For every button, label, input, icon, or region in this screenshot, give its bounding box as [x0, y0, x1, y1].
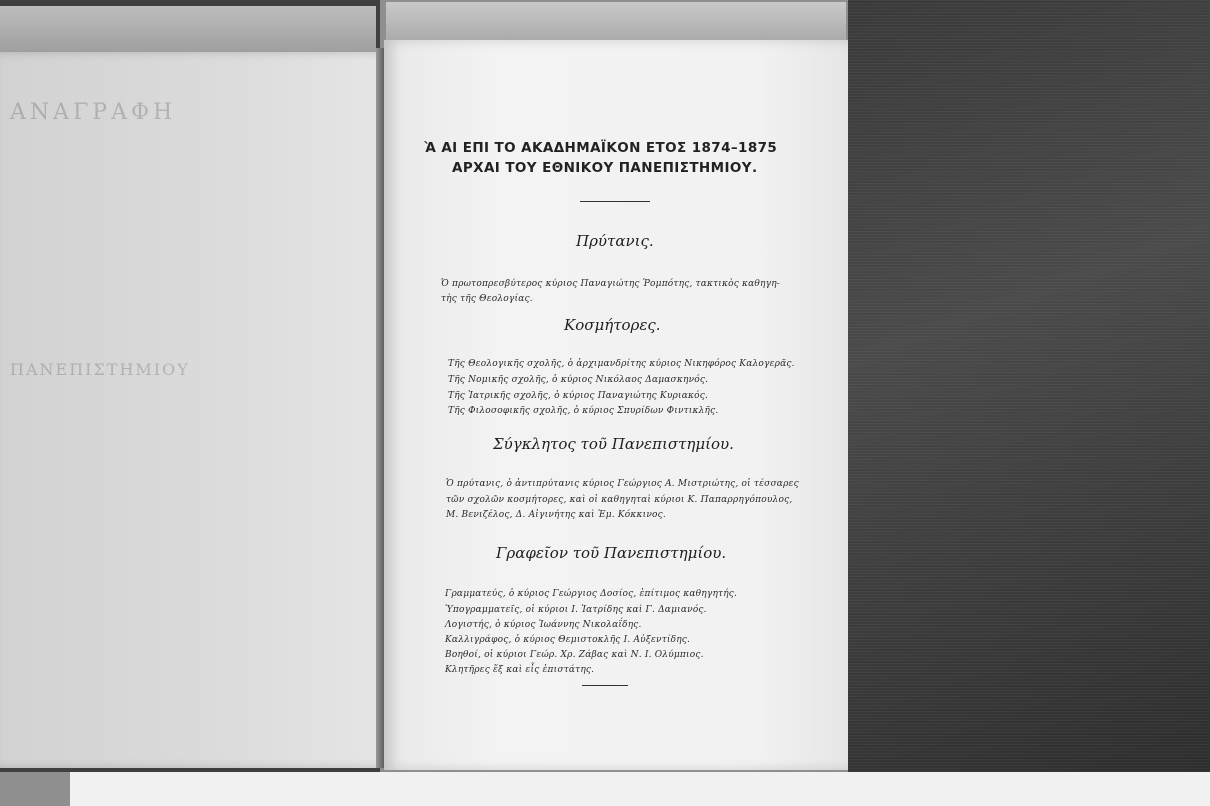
grafeion-line: Γραμματεύς, ὁ κύριος Γεώργιος Δοσίος, ἐπίτιμος καθηγητής. [445, 589, 738, 599]
synklitos-line: Μ. Βενιζέλος, Δ. Αἰγινήτης καὶ Ἐμ. Κόκκινος. [446, 510, 666, 520]
table-surface [70, 772, 1210, 806]
page-title-line-1: Ὰ ΑΙ ΕΠΙ ΤΟ ΑΚΑΔΗΜΑΪΚΟΝ ΕΤΟΣ 1874–1875 [424, 140, 778, 156]
grafeion-line: Λογιστής, ὁ κύριος Ἰωάννης Νικολαΐδης. [445, 620, 642, 630]
kosmitores-line: Τῆς Θεολογικῆς σχολῆς, ὁ ἀρχιμανδρίτης κύριος Νικηφόρος Καλογερᾶς. [448, 359, 795, 369]
kosmitores-line: Τῆς Ἰατρικῆς σχολῆς, ὁ κύριος Παναγιώτης Κυριακός. [448, 391, 709, 401]
grafeion-line: Ὑπογραμματεῖς, οἱ κύριοι Ι. Ἰατρίδης καὶ Γ. Δαμιανός. [445, 605, 707, 615]
prytanis-line: Ὁ πρωτοπρεσβύτερος κύριος Παναγιώτης Ῥομπότης, τακτικὸς καθηγη- [441, 279, 781, 289]
synklitos-line: τῶν σχολῶν κοσμήτορες, καὶ οἱ καθηγηταὶ κύριοι Κ. Παπαρρηγόπουλος, [446, 495, 793, 505]
kosmitores-line: Τῆς Φιλοσοφικῆς σχολῆς, ὁ κύριος Σπυρίδων Φιντικλῆς. [448, 406, 719, 416]
left-page-bleed-through: ΑΝΑΓΡΑΦΗ [10, 100, 177, 125]
section-heading-grafeion: Γραφεῖον τοῦ Πανεπιστημίου. [496, 544, 727, 562]
left-page [0, 52, 390, 768]
section-heading-prytanis: Πρύτανις. [576, 232, 654, 250]
synklitos-line: Ὁ πρύτανις, ὁ ἀντιπρύτανις κύριος Γεώργιος Α. Μιστριώτης, οἱ τέσσαρες [446, 479, 799, 489]
grafeion-line: Κλητῆρες ἕξ καὶ εἷς ἐπιστάτης. [445, 665, 595, 675]
page-title-line-2: ΑΡΧΑΙ ΤΟΥ ΕΘΝΙΚΟΥ ΠΑΝΕΠΙΣΤΗΜΙΟΥ. [452, 160, 758, 176]
book-cover-board [848, 0, 1210, 772]
page-stack-top-right [386, 2, 846, 44]
grafeion-line: Καλλιγράφος, ὁ κύριος Θεμιστοκλῆς Ι. Αὐξεντίδης. [445, 635, 691, 645]
section-heading-kosmitores: Κοσμήτορες. [564, 316, 661, 334]
left-page-bleed-through: ΠΑΝΕΠΙΣΤΗΜΙΟΥ [10, 360, 190, 379]
prytanis-line: τὴς τῆς Θεολογίας. [441, 294, 533, 304]
title-rule [580, 201, 650, 202]
section-heading-synklitos: Σύγκλητος τοῦ Πανεπιστημίου. [493, 435, 734, 453]
grafeion-line: Βοηθοί, οἱ κύριοι Γεώρ. Χρ. Ζάβας καὶ Ν. Ι. Ολύμπιος. [445, 650, 704, 660]
end-rule [582, 685, 628, 686]
kosmitores-line: Τῆς Νομικῆς σχολῆς, ὁ κύριος Νικόλαος Δαμασκηνός. [448, 375, 709, 385]
